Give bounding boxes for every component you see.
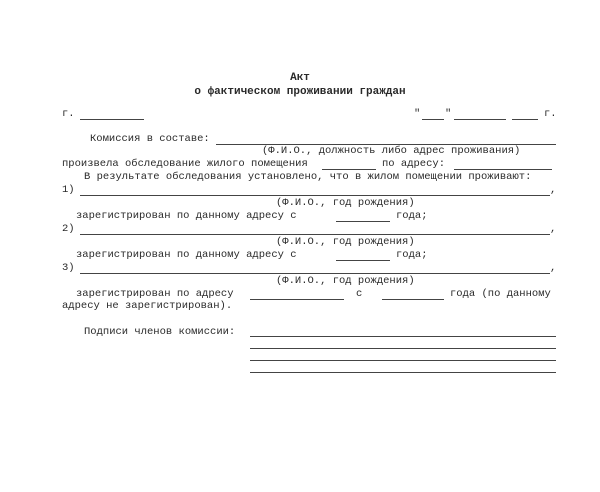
person-1-comma: , — [550, 184, 557, 196]
year-suffix: г. — [544, 108, 557, 120]
doc-title: Акт — [290, 72, 310, 84]
person-1-hint: (Ф.И.О., год рождения) — [276, 197, 415, 209]
doc-subtitle: о фактическом проживании граждан — [194, 86, 406, 98]
room-blank[interactable] — [322, 169, 376, 170]
person-2-reg-date-blank[interactable] — [336, 260, 390, 261]
year-blank[interactable] — [512, 119, 538, 120]
last-reg-note: адресу не зарегистрирован). — [62, 300, 233, 312]
address-blank[interactable] — [454, 169, 552, 170]
person-2-comma: , — [550, 223, 557, 235]
person-2-reg: зарегистрирован по данному адресу с — [76, 249, 297, 261]
city-prefix: г. — [62, 108, 75, 120]
inspection-text: произвела обследование жилого помещения — [62, 158, 308, 170]
person-1-number: 1) — [62, 184, 75, 196]
commission-label: Комиссия в составе: — [90, 133, 210, 145]
person-1-reg-year: года; — [396, 210, 428, 222]
result-text: В результате обследования установлено, что в жилом помещении проживают: — [84, 171, 532, 183]
person-2-reg-year: года; — [396, 249, 428, 261]
person-2-blank[interactable] — [80, 234, 550, 235]
month-blank[interactable] — [454, 119, 506, 120]
date-quote-close: " — [445, 108, 452, 120]
person-1-blank[interactable] — [80, 195, 550, 196]
person-2-number: 2) — [62, 223, 75, 235]
last-reg-to-blank[interactable] — [382, 299, 444, 300]
city-blank[interactable] — [80, 119, 144, 120]
person-2-hint: (Ф.И.О., год рождения) — [276, 236, 415, 248]
last-reg-from-blank[interactable] — [250, 299, 344, 300]
address-label: по адресу: — [382, 158, 446, 170]
person-3-number: 3) — [62, 262, 75, 274]
day-blank[interactable] — [422, 119, 444, 120]
signature-line-2[interactable] — [250, 348, 556, 349]
last-reg-year-text: года (по данному — [450, 288, 551, 300]
signature-line-1[interactable] — [250, 336, 556, 337]
last-reg-from-label: с — [356, 288, 363, 300]
signatures-label: Подписи членов комиссии: — [84, 326, 236, 338]
person-3-blank[interactable] — [80, 273, 550, 274]
last-reg-text: зарегистрирован по адресу — [76, 288, 234, 300]
signature-line-3[interactable] — [250, 360, 556, 361]
person-1-reg: зарегистрирован по данному адресу с — [76, 210, 297, 222]
date-quote-open: " — [414, 108, 421, 120]
person-3-hint: (Ф.И.О., год рождения) — [276, 275, 415, 287]
person-3-comma: , — [550, 262, 557, 274]
commission-hint: (Ф.И.О., должность либо адрес проживания) — [262, 145, 521, 157]
signature-line-4[interactable] — [250, 372, 556, 373]
person-1-reg-date-blank[interactable] — [336, 221, 390, 222]
